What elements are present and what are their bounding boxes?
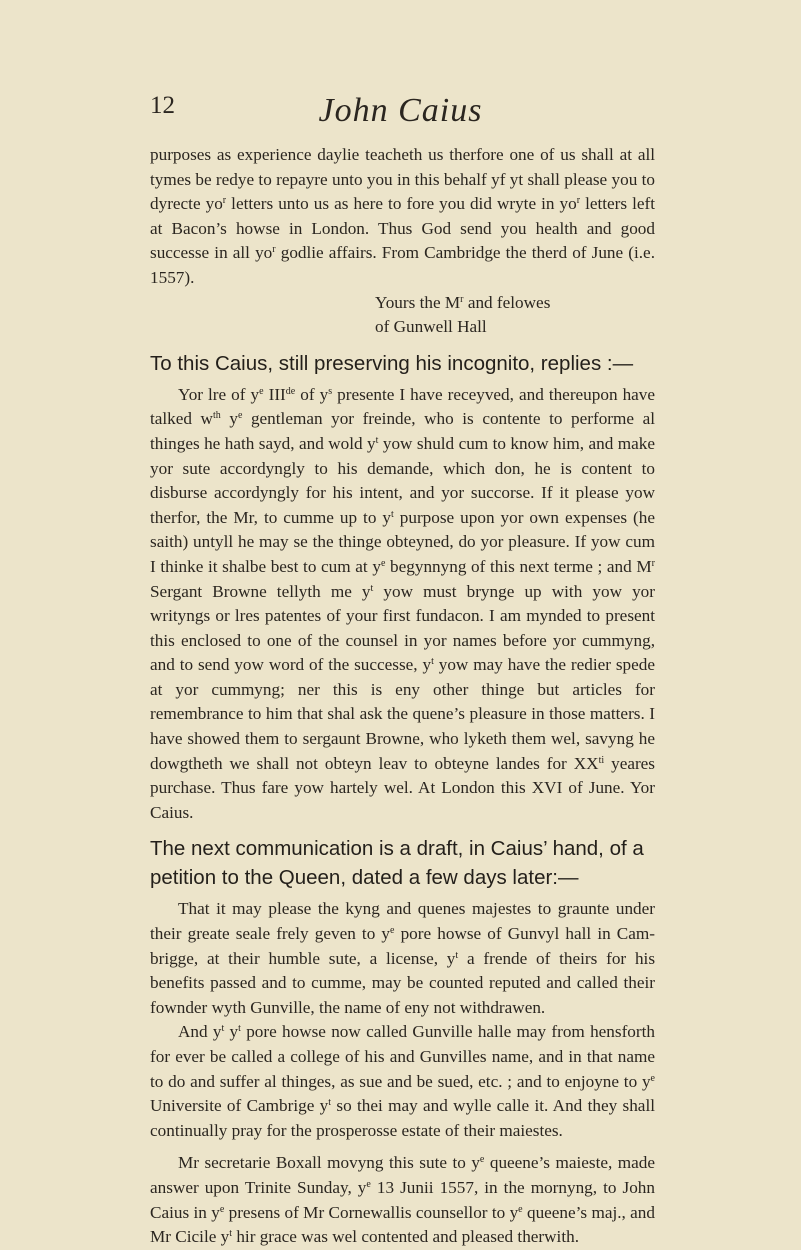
- petition-paragraph-1: That it may please the kyng and quenes majestes to graunte under their greate seale frely geven to $y^e$ pore howse of Gunvyl hall in Cam-brigge, at their humble sute, a license, $y^t$ a frende of theirs for his benefits passed and to cumme, may be counted reputed and called their fownder wyth Gunville, the name of eny not withdrawen.: [150, 899, 656, 1017]
- petition-paragraph-2: And $y^t$ $y^t$ pore howse now called Gunville halle may from hensforth for ever be called a college of his and Gunvilles name, and in that name to do and suffer al thinges, as sue and be sued, etc. ; and to enjoyne to $y^e$ Universite of Cambrige $y^t$ so thei may and wylle calle it. And they shall continually pray for the prosperosse estate of their maiestes.: [150, 1022, 655, 1140]
- section-heading-reply: To this Caius, still preserving his incognito, replies :—: [150, 351, 634, 375]
- page-number: 12: [150, 92, 175, 119]
- letter-closing: Yours the $M^r$ and felowes of Gunwell Hall: [375, 292, 551, 337]
- body-text: [150, 143, 655, 1250]
- reply-paragraph: Yor lre of $y^e$ IIIde of $y^s$ presente I have receyved, and thereupon have talked $w^{th}$ $y^e$ gentleman yor freinde, who is contente to performe al thinges he hath sayd, and wold $y^t$ yow shuld cum to know him, and make yor sute accordyngly to his demande, which don, he is content to disburse accordyngly for his intent, and yor succorse. If it please yow therfor, the Mr, to cumme up to $y^t$ purpose upon yor own expenses (he saith) untyll he may se the thinge obteyned, do yor pleasure. If yow cum I thinke it shalbe best to cum at $y^e$ begynnyng of this next terme ; and $M^r$ Sergant Browne tellyth me $y^t$ yow must brynge up with yow yor writyngs or lres patentes of your first fundacon. I am mynded to present this enclosed to one of the counsel in yor names before yor cummyng, and to send yow word of the successe, $y^t$ yow may have the redier spede at yor cummyng; ner this is eny other thinge but articles for remembrance to him that shal ask the quene’s pleasure in those matters. I have showed them to sergaunt Browne, who lyketh them wel, savyng he dowgtheth we shall not obteyn leav to obteyne landes for $XX^{ti}$ yeares purchase. Thus fare yow hartely wel. At London this XVI of June. Yor Caius.: [150, 384, 656, 822]
- letter-paragraph: purposes as experience daylie teacheth us therfore one of us shall at all tymes be redye to repayre unto you in this behalf yf yt shall please you to dyrecte $yo^r$ letters unto us as here to fore you did wryte in $yo^r$ letters left at Bacon’s howse in London. Thus God send you health and good successe in all $yo^r$ godlie affairs. From Cambridge the therd of June (i.e. 1557).: [150, 145, 656, 287]
- section-heading-petition: The next communication is a draft, in Caius’ hand, of a petition to the Queen, dated a few days later:—: [150, 837, 644, 890]
- running-head: John Caius: [318, 92, 483, 129]
- answer-paragraph: Mr secretarie Boxall movyng this sute to $y^e$ queene’s maieste, made answer upon Trinite Sunday, $y^e$ 13 Junii 1557, in the mornyng, to John Caius in $y^e$ presens of Mr Cornewallis counsellor to $y^e$ queene’s maj., and Mr Cicile $y^t$ hir grace was wel contented and pleased therwith.: [150, 1153, 655, 1247]
- page-header: [0, 92, 801, 132]
